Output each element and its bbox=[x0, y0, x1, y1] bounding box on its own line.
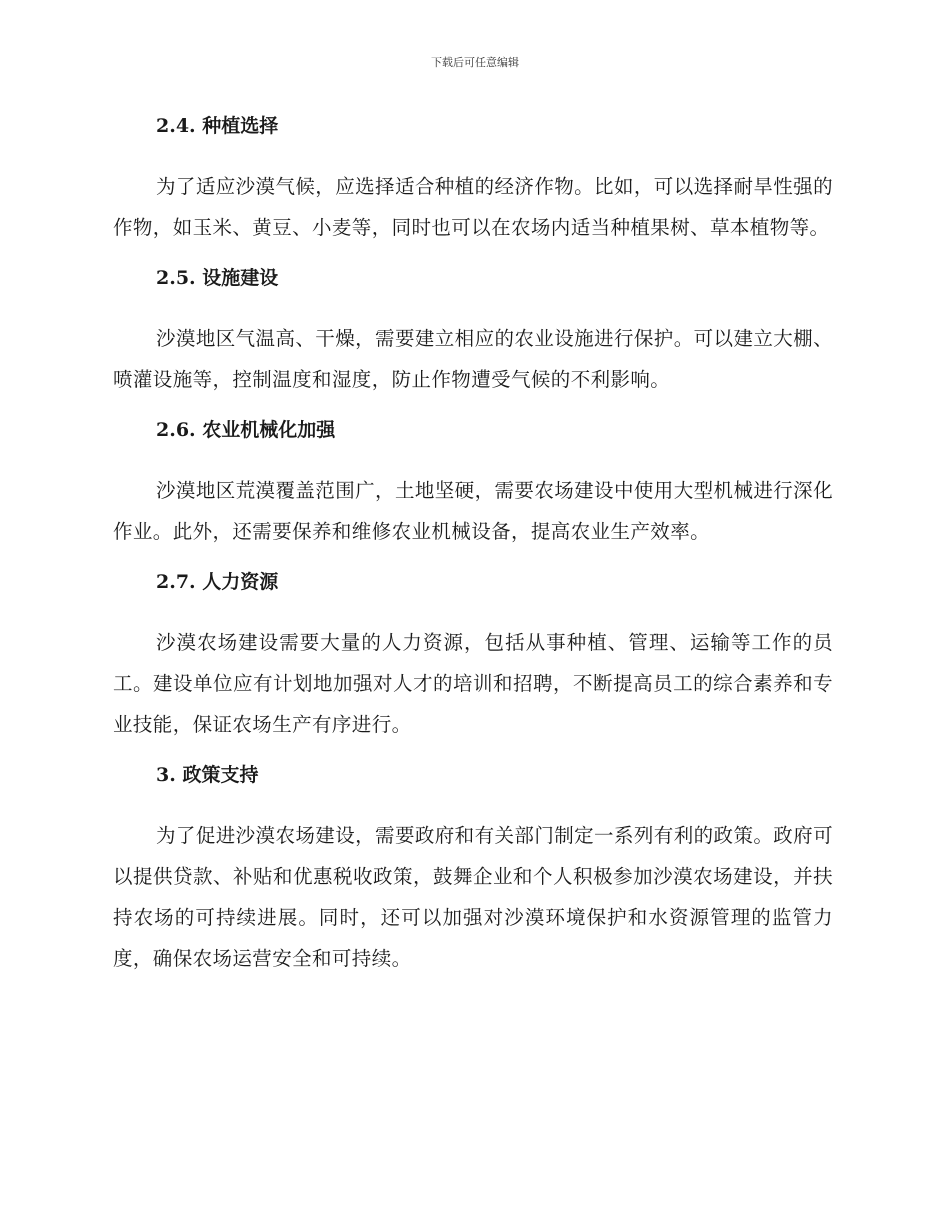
section-heading-3: 3. 政策支持 bbox=[156, 764, 259, 786]
section-heading-2-4: 2.4. 种植选择 bbox=[156, 115, 279, 137]
section-paragraph-3: 为了促进沙漠农场建设，需要政府和有关部门制定一系列有利的政策。政府可以提供贷款、补贴和优惠税收政策，鼓舞企业和个人积极参加沙漠农场建设，并扶持农场的可持续进展。同时，还可以加强对沙漠环境保护和水资源管理的监管力度，确保农场运营安全和可持续。 bbox=[113, 824, 833, 970]
section-heading-2-7: 2.7. 人力资源 bbox=[156, 571, 279, 593]
section-paragraph-2-6: 沙漠地区荒漠覆盖范围广，土地坚硬，需要农场建设中使用大型机械进行深化作业。此外，还需要保养和维修农业机械设备，提高农业生产效率。 bbox=[113, 479, 833, 543]
section-paragraph-2-4: 为了适应沙漠气候，应选择适合种植的经济作物。比如，可以选择耐旱性强的作物，如玉米、黄豆、小麦等，同时也可以在农场内适当种植果树、草本植物等。 bbox=[113, 175, 833, 239]
section-paragraph-2-7: 沙漠农场建设需要大量的人力资源，包括从事种植、管理、运输等工作的员工。建设单位应有计划地加强对人才的培训和招聘，不断提高员工的综合素养和专业技能，保证农场生产有序进行。 bbox=[113, 631, 833, 736]
document-body bbox=[113, 110, 833, 979]
section-heading-2-5: 2.5. 设施建设 bbox=[156, 267, 279, 289]
section-paragraph-2-5: 沙漠地区气温高、干燥，需要建立相应的农业设施进行保护。可以建立大棚、喷灌设施等，控制温度和湿度，防止作物遭受气候的不利影响。 bbox=[113, 327, 833, 391]
page-header: 下载后可任意编辑 bbox=[431, 56, 519, 69]
section-heading-2-6: 2.6. 农业机械化加强 bbox=[156, 419, 336, 441]
